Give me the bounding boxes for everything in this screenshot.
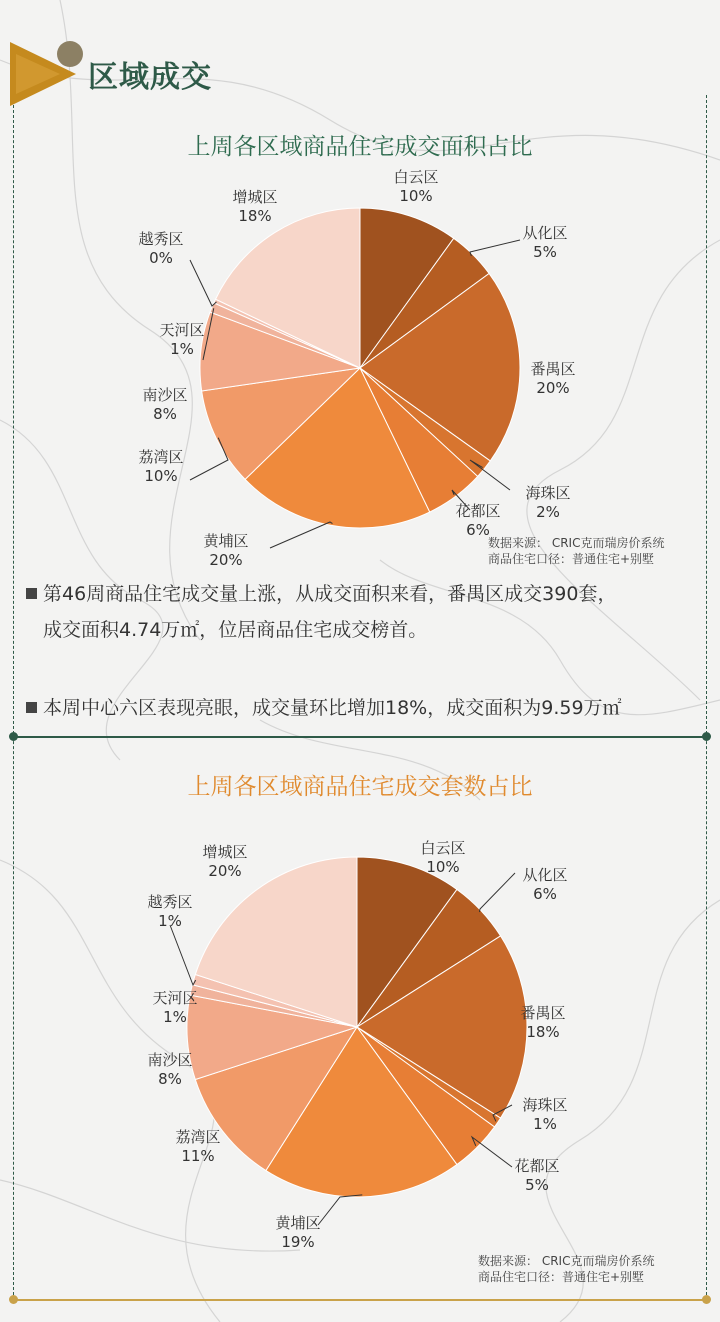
slice-label: 越秀区 <box>138 230 184 248</box>
slice-percent-label: 6% <box>466 521 490 539</box>
slice-percent-label: 6% <box>533 885 557 903</box>
slice-label: 从化区 <box>522 866 568 884</box>
note-1-line-2: 成交面积4.74万㎡，位居商品住宅成交榜首。 <box>43 619 428 641</box>
section-divider <box>13 736 707 738</box>
slice-percent-label: 1% <box>158 912 182 930</box>
section-title: 区域成交 <box>88 60 212 95</box>
slice-label: 南沙区 <box>142 386 188 404</box>
slice-percent-label: 1% <box>170 340 194 358</box>
slice-percent-label: 20% <box>536 379 570 397</box>
slice-label: 天河区 <box>152 989 198 1007</box>
slice-label: 增城区 <box>202 843 248 861</box>
slice-label: 番禺区 <box>520 1004 566 1022</box>
divider-dot-left <box>9 732 18 741</box>
chart-source-units <box>478 1253 654 1285</box>
pie-chart-area <box>0 160 720 575</box>
slice-label: 黄埔区 <box>203 532 249 550</box>
pie-chart-units <box>0 825 720 1250</box>
slice-label: 越秀区 <box>147 893 193 911</box>
slice-label: 增城区 <box>232 188 278 206</box>
slice-label: 白云区 <box>420 839 466 857</box>
slice-percent-label: 1% <box>163 1008 187 1026</box>
slice-percent-label: 19% <box>281 1233 315 1250</box>
slice-percent-label: 20% <box>208 862 242 880</box>
slice-label: 花都区 <box>514 1157 560 1175</box>
scope-line: 商品住宅口径：普通住宅+别墅 <box>478 1270 645 1284</box>
bottom-divider <box>13 1299 707 1301</box>
scope-line: 商品住宅口径：普通住宅+别墅 <box>488 552 655 566</box>
slice-percent-label: 2% <box>536 503 560 521</box>
slice-percent-label: 5% <box>525 1176 549 1194</box>
slice-label: 番禺区 <box>530 360 576 378</box>
slice-percent-label: 10% <box>426 858 460 876</box>
slice-percent-label: 10% <box>144 467 178 485</box>
source-line: 数据来源： CRIC克而瑞房价系统 <box>488 536 665 550</box>
slice-percent-label: 10% <box>399 187 433 205</box>
chart-source-area <box>488 535 664 567</box>
slice-label: 南沙区 <box>147 1051 193 1069</box>
bottom-dot-right <box>702 1295 711 1304</box>
slice-label: 白云区 <box>393 168 439 186</box>
note-1-line-1: 第46周商品住宅成交量上涨，从成交面积来看，番禺区成交390套， <box>43 583 617 605</box>
slice-percent-label: 11% <box>181 1147 215 1165</box>
divider-dot-right <box>702 732 711 741</box>
slice-label: 花都区 <box>455 502 501 520</box>
slice-label: 荔湾区 <box>175 1128 221 1146</box>
chart-title-area: 上周各区域商品住宅成交面积占比 <box>187 134 533 160</box>
leader-line <box>170 925 196 985</box>
slice-percent-label: 5% <box>533 243 557 261</box>
slice-percent-label: 18% <box>526 1023 560 1041</box>
note-2-line-1: 本周中心六区表现亮眼，成交量环比增加18%，成交面积为9.59万㎡ <box>43 697 622 719</box>
slice-percent-label: 0% <box>149 249 173 267</box>
bullet-square-icon <box>26 702 37 713</box>
leader-line <box>479 873 515 912</box>
slice-percent-label: 8% <box>158 1070 182 1088</box>
leader-line <box>470 240 520 256</box>
slice-percent-label: 20% <box>209 551 243 569</box>
slice-label: 海珠区 <box>525 484 571 502</box>
leader-line <box>318 1195 362 1225</box>
section-badge-icon <box>8 40 84 110</box>
slice-percent-label: 8% <box>153 405 177 423</box>
slice-label: 从化区 <box>522 224 568 242</box>
chart-title-units: 上周各区域商品住宅成交套数占比 <box>187 774 533 800</box>
bullet-square-icon <box>26 588 37 599</box>
slice-label: 天河区 <box>159 321 205 339</box>
slice-percent-label: 18% <box>238 207 272 225</box>
source-line: 数据来源： CRIC克而瑞房价系统 <box>478 1254 655 1268</box>
slice-label: 黄埔区 <box>275 1214 321 1232</box>
leader-line <box>270 522 332 548</box>
slice-label: 荔湾区 <box>138 448 184 466</box>
leader-line <box>190 260 217 306</box>
slice-percent-label: 1% <box>533 1115 557 1133</box>
slice-label: 海珠区 <box>522 1096 568 1114</box>
note-2 <box>26 690 622 726</box>
leader-line <box>472 1137 512 1167</box>
note-1 <box>26 576 616 648</box>
bottom-dot-left <box>9 1295 18 1304</box>
